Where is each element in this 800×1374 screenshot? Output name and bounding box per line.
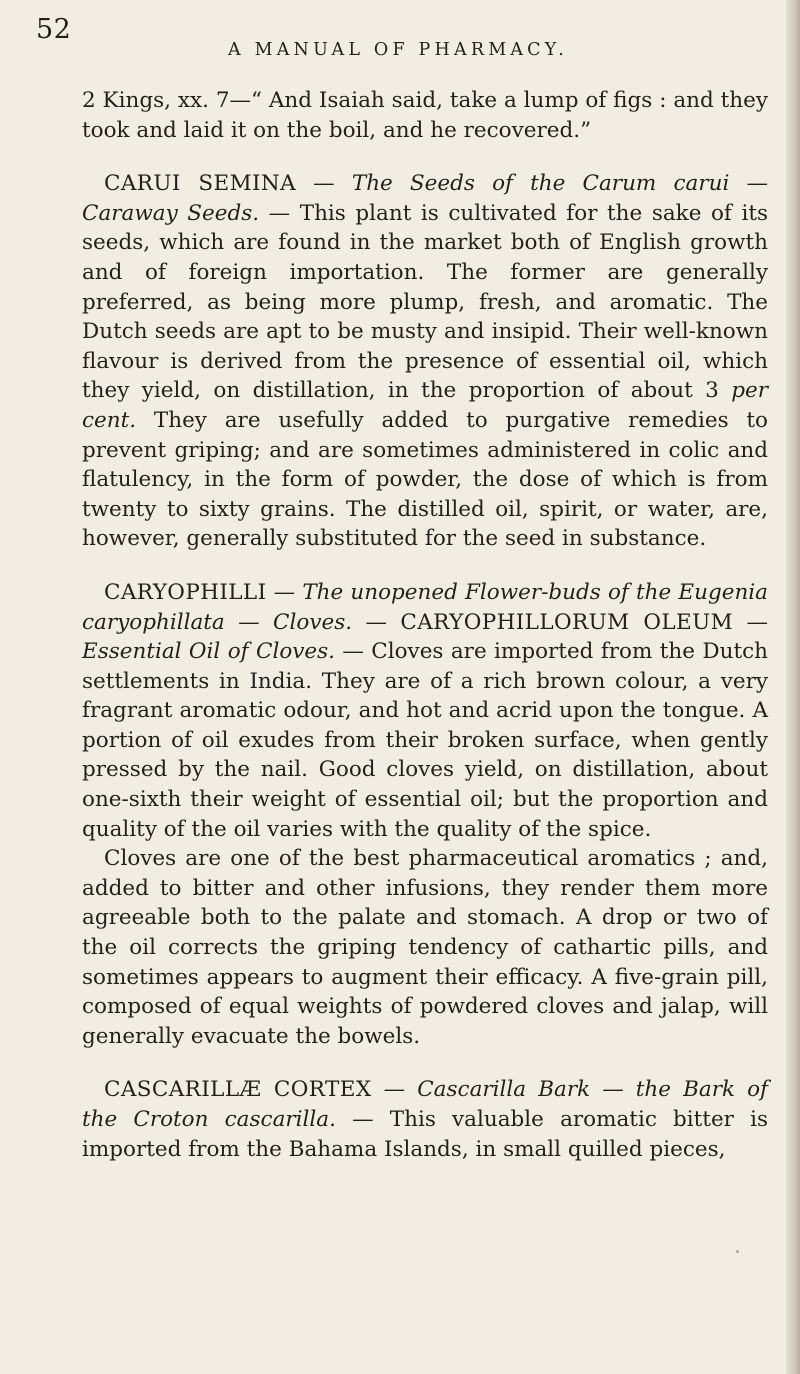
separator-dash: — [296,171,352,197]
entry-heading-carui: CARUI SEMINA [104,171,297,197]
print-speck [736,1250,739,1253]
separator-dash: — [352,609,401,635]
entry-latin-cascarillae: Cascarilla Bark — the Bark of the Croton cascarilla. [82,1077,768,1132]
entry-latin-carui: The Seeds of the Carum carui — Caraway Seeds. [82,171,768,226]
entry-text-cascarillae: This valuable aromatic bitter is imported from the Bahama Islands, in small quilled pieces, [82,1107,769,1162]
opening-quote [82,86,768,145]
entry-caryophilli [82,578,768,844]
body-text [82,86,768,1164]
entry-heading-caryophilli: CARYOPHILLI [104,579,267,605]
entry-caryophilli-continued [82,844,768,1051]
separator-dash: — [259,200,300,226]
entry-latin-caryophilli: The unopened Flower-buds of the Eugenia caryophillata — Cloves. [82,579,768,635]
entry-text-caryophilli-2: Cloves are one of the best pharmaceutical aromatics ; and, added to bitter and other infusions, they render them more agreeable both to the palate and stomach. A drop or two of the oil corrects the griping tendency of cathartic pills, and sometimes appears to augment their efficacy. A five-grain pill, composed of equal weights of powdered cloves and jalap, will generally evacuate the bowels. [82,846,768,1049]
entry-heading-caryophillorum-oleum: CARYOPHILLORUM OLEUM [400,609,734,635]
separator-dash: — [733,609,769,635]
entry-text-carui-b: They are usefully added to purgative remedies to prevent griping; and are sometimes administered in colic and flatulency, in the form of powder, the dose of which is from twenty to sixty grains. The distilled oil, spirit, or water, are, however, generally substituted for the seed in substance. [82,407,768,552]
separator-dash: — [371,1077,418,1103]
running-head: A MANUAL OF PHARMACY. [228,40,569,60]
entry-carui [82,169,768,554]
entry-italic-per-cent: per cent. [82,378,768,433]
page-number: 52 [36,14,72,45]
separator-dash: — [335,1107,390,1132]
entry-heading-cascarillae: CASCARILLÆ CORTEX [104,1077,372,1103]
page-edge-shadow [786,0,800,1374]
entry-text-caryophilli: Cloves are imported from the Dutch settlements in India. They are of a rich brown colour, a very fragrant aromatic odour, and hot and acrid upon the tongue. A portion of oil exudes from their broken surface, when gently pressed by the nail. Good cloves yield, on distillation, about one-sixth their weight of essential oil; but the proportion and quality of the oil varies with the quality of the spice. [82,639,768,842]
separator-dash: — [266,579,303,605]
entry-text-carui-a: This plant is cultivated for the sake of its seeds, which are found in the market both of English growth and of foreign importation. The former are generally preferred, as being more plump, fresh, and aromatic. The Dutch seeds are apt to be musty and insipid. Their well-known flavour is derived from the presence of essential oil, which they yield, on distillation, in the proportion of about 3 [82,200,768,404]
separator-dash: — [335,639,372,665]
opening-quote-text: 2 Kings, xx. 7—“ And Isaiah said, take a lump of figs : and they took and laid it on the boil, and he recovered.” [82,88,768,143]
entry-cascarillae [82,1075,768,1164]
entry-latin-oil-of-cloves: Essential Oil of Cloves. [82,639,335,665]
